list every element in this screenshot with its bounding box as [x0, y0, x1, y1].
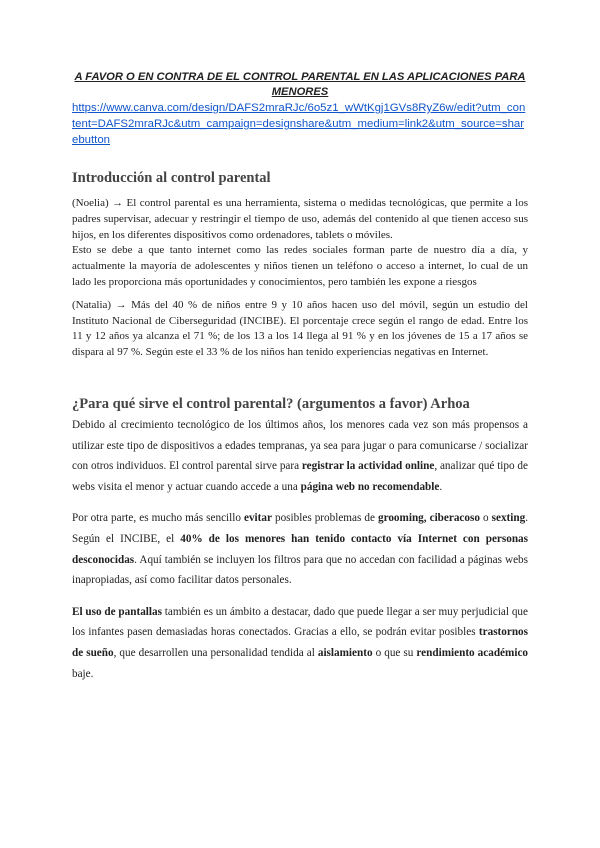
section-heading-purpose: ¿Para qué sirve el control parental? (argumentos a favor) Arhoa	[72, 395, 470, 412]
paragraph-growth: Debido al crecimiento tecnológico de los últimos años, los menores cada vez son más propensos a utilizar este tipo de dispositivos a edades tempranas, ya sea para jugar o para comunicarse / socializar con otros individuos. El control parental sirve para registrar la actividad online, analizar qué tipo de webs visita el menor y actuar cuando accede a una página web no recomendable.	[72, 418, 528, 493]
canva-link[interactable]: https://www.canva.com/design/DAFS2mraRJc/6o5z1_wWtKgj1GVs8RyZ6w/edit?utm_content=DAFS2mraRJc&utm_campaign=designshare&utm_medium=link2&utm_source=sharebutton	[72, 102, 526, 146]
document-page	[72, 70, 528, 684]
document-title: A FAVOR O EN CONTRA DE EL CONTROL PARENTAL EN LAS APLICACIONES PARA MENORES	[74, 71, 526, 98]
section-heading-intro: Introducción al control parental	[72, 170, 271, 186]
paragraph-natalia: (Natalia) → Más del 40 % de niños entre 9 y 10 años hacen uso del móvil, según un estudio del Instituto Nacional de Ciberseguridad (INCIBE). El porcentaje crece según el rango de edad. Entre los 11 y 12 años ya alcanza el 71 %; de los 13 a los 14 llega al 91 % y en los jóvenes de 15 a 17 años se dispara al 97 %. Según este el 33 % de los niños han tenido experiencias negativas en Internet.	[72, 298, 528, 359]
paragraph-screens: El uso de pantallas también es un ámbito a destacar, dado que puede llegar a ser muy perjudicial que los infantes pasen demasiadas horas conectados. Gracias a ello, se podrán evitar posibles trastornos de sueño, que desarrollen una personalidad tendida al aislamiento o que su rendimiento académico baje.	[72, 605, 529, 680]
paragraph-internet: Esto se debe a que tanto internet como las redes sociales forman parte de nuestro día a día, y actualmente la mayoría de adolescentes y niños tienen un teléfono o acceso a internet, lo cual de un lado les proporciona más oportunidades y conocimientos, pero también les expone a riesgos	[72, 244, 528, 288]
paragraph-risks: Por otra parte, es mucho más sencillo evitar posibles problemas de grooming, ciberacoso o sexting. Según el INCIBE, el 40% de los menores han tenido contacto vía Internet con personas desconocidas. Aquí también se incluyen los filtros para que no accedan con facilidad a páginas webs inapropiadas, así como facilitar datos personales.	[72, 512, 529, 587]
paragraph-noelia: (Noelia) → El control parental es una herramienta, sistema o medidas tecnológicas, que permite a los padres supervisar, adecuar y restringir el tiempo de uso, además del contenido al que tienen acceso sus hijos, en los diferentes dispositivos como ordenadores, tablets o móviles.	[72, 197, 528, 241]
